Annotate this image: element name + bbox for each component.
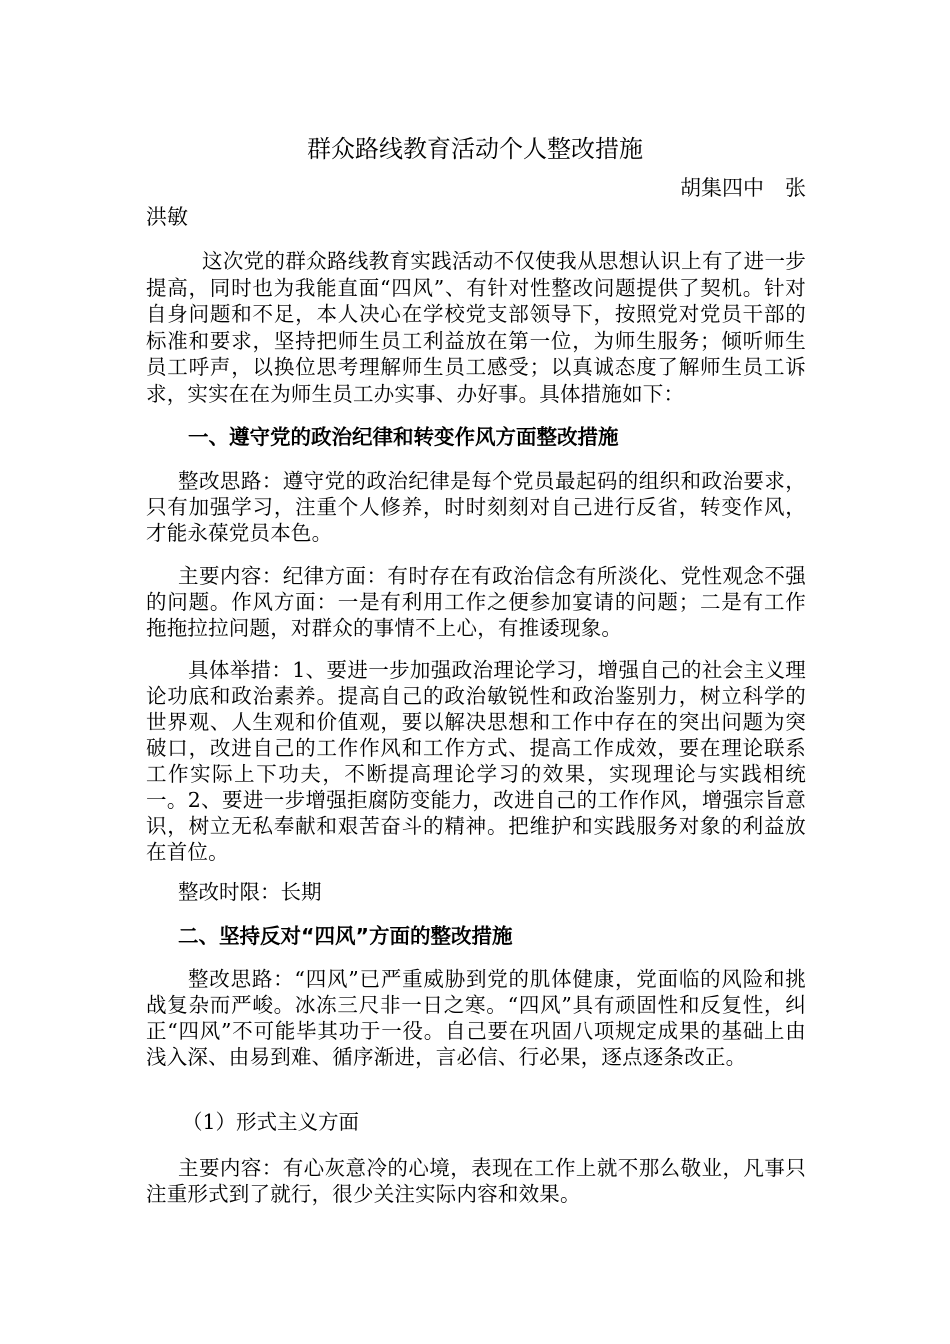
author-line: 胡集四中 张 bbox=[680, 176, 806, 200]
section-2-thinking: 整改思路：“四风”已严重威胁到党的肌体健康，党面临的风险和挑战复杂而严峻。冰冻三尺非一日之寒。“四风”具有顽固性和反复性，纠正“四风”不可能毕其功于一役。自己要在巩固八项规定成果的基础上由浅入深、由易到难、循序渐进，言必信、行必果，逐点逐条改正。 bbox=[146, 967, 806, 1069]
section-1-content: 主要内容：纪律方面：有时存在有政治信念有所淡化、党性观念不强的问题。作风方面：一是有利用工作之便参加宴请的问题；二是有工作拖拖拉拉问题，对群众的事情不上心，有推诿现象。 bbox=[146, 564, 806, 640]
document-title: 群众路线教育活动个人整改措施 bbox=[307, 135, 643, 163]
intro-paragraph: 这次党的群众路线教育实践活动不仅使我从思想认识上有了进一步提高，同时也为我能直面“四风”、有针对性整改问题提供了契机。针对自身问题和不足，本人决心在学校党支部领导下，按照党对党员干部的标准和要求，坚持把师生员工利益放在第一位，为师生服务；倾听师生员工呼声，以换位思考理解师生员工感受；以真诚态度了解师生员工诉求，实实在在为师生员工办实事、办好事。具体措施如下： bbox=[146, 249, 806, 406]
section-2-heading: 二、坚持反对“四风”方面的整改措施 bbox=[178, 924, 513, 948]
section-1-heading: 一、遵守党的政治纪律和转变作风方面整改措施 bbox=[188, 425, 619, 449]
section-1-thinking: 整改思路：遵守党的政治纪律是每个党员最起码的组织和政治要求，只有加强学习，注重个人修养，时时刻刻对自己进行反省，转变作风，才能永葆党员本色。 bbox=[146, 469, 806, 545]
author-name-continuation: 洪敏 bbox=[146, 205, 188, 229]
section-1-measures: 具体举措：1、要进一步加强政治理论学习，增强自己的社会主义理论功底和政治素养。提高自己的政治敏锐性和政治鉴别力，树立科学的世界观、人生观和价值观，要以解决思想和工作中存在的突出问题为突破口，改进自己的工作作风和工作方式、提高工作成效，要在理论联系工作实际上下功夫，不断提高理论学习的效果，实现理论与实践相统一。2、要进一步增强拒腐防变能力，改进自己的工作作风，增强宗旨意识，树立无私奉献和艰苦奋斗的精神。把维护和实践服务对象的利益放在首位。 bbox=[146, 658, 806, 864]
section-2-sub1-heading: （1）形式主义方面 bbox=[182, 1110, 360, 1134]
section-1-deadline: 整改时限：长期 bbox=[178, 880, 322, 904]
section-2-sub1-content: 主要内容：有心灰意冷的心境，表现在工作上就不那么敬业，凡事只注重形式到了就行，很少关注实际内容和效果。 bbox=[146, 1156, 806, 1206]
